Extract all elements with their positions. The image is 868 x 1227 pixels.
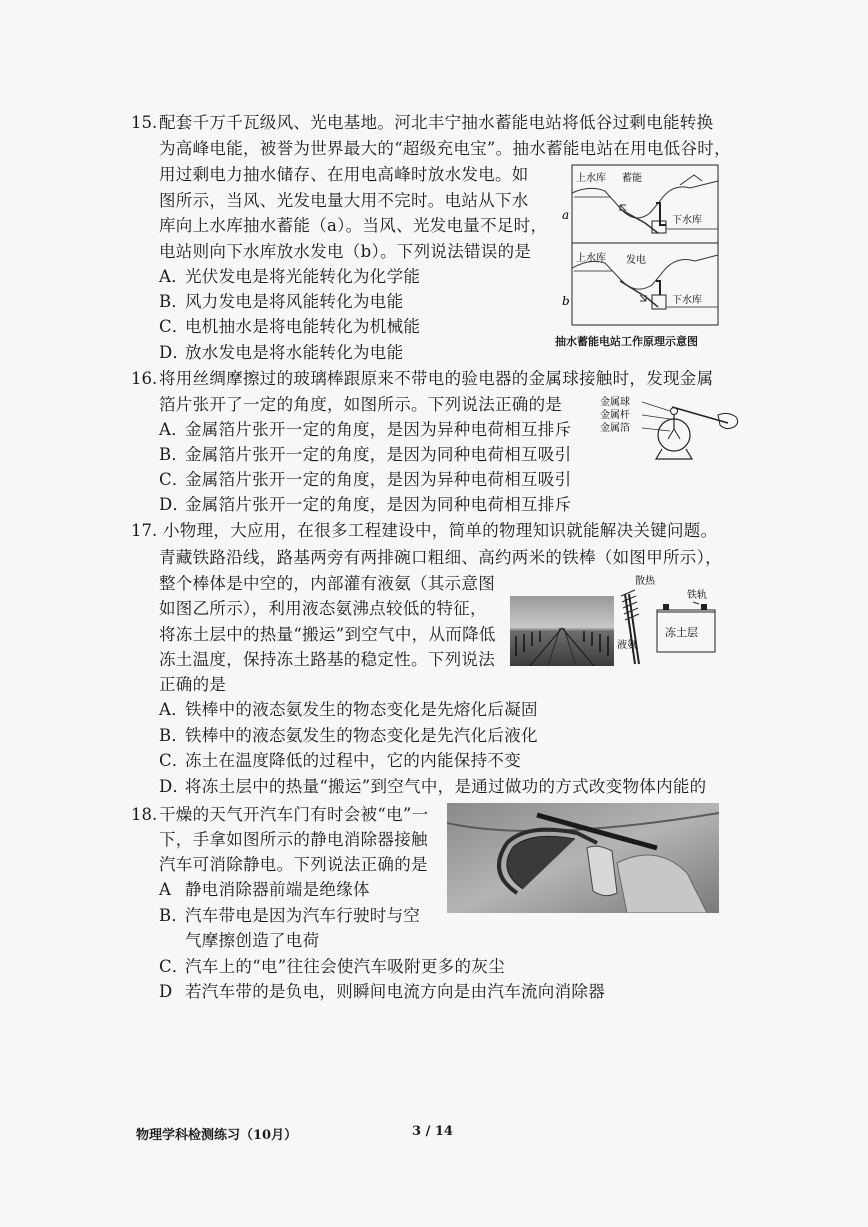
question-16-number: 16. <box>131 369 158 388</box>
q15-stem-line-6: 电站则向下水库放水发电（b）。下列说法错误的是 <box>159 242 532 261</box>
option-text: 汽车上的“电”往往会使汽车吸附更多的灰尘 <box>185 957 505 976</box>
q18-stem-line-2: 下，手拿如图所示的静电消除器接触 <box>159 830 428 849</box>
panel-b-label: b <box>562 294 570 308</box>
option-letter: D． <box>159 495 190 514</box>
panel-a-label: a <box>562 208 570 222</box>
q17-stem-line-3: 整个棒体是中空的，内部灌有液氨（其示意图 <box>159 574 495 593</box>
option-text: 冻土在温度降低的过程中，它的内能保持不变 <box>185 751 521 770</box>
q15-option-d <box>159 341 403 365</box>
footer-page-number: 3 / 14 <box>412 1124 453 1139</box>
option-text: 金属箔片张开一定的角度，是因为同种电荷相互排斥 <box>185 495 572 514</box>
q17-stem-line-5: 将冻土层中的热量“搬运”到空气中，从而降低 <box>159 625 496 644</box>
q18-option-a <box>159 878 370 902</box>
q18-option-b-continued <box>159 929 319 953</box>
option-letter: B． <box>159 445 189 464</box>
option-letter: C． <box>159 957 189 976</box>
option-letter: C． <box>159 317 189 336</box>
q15-option-b <box>159 290 403 314</box>
storage-label: 蓄能 <box>622 173 642 184</box>
option-text: 汽车带电是因为汽车行驶时与空 <box>185 906 421 925</box>
option-text: 若汽车带的是负电，则瞬间电流方向是由汽车流向消除器 <box>185 982 605 1001</box>
option-text: 电机抽水是将电能转化为机械能 <box>185 317 421 336</box>
q17-option-d <box>159 775 706 799</box>
q17-stem-line-6: 冻土温度，保持冻土路基的稳定性。下列说法 <box>159 650 495 669</box>
metal-ball-label: 金属球 <box>600 397 630 408</box>
question-18-number: 18. <box>131 805 158 824</box>
option-text: 静电消除器前端是绝缘体 <box>185 880 370 899</box>
q17-stem-line-1: 小物理，大应用，在很多工程建设中，简单的物理知识就能解决关键问题。 <box>163 521 718 540</box>
q17-stem-line-4: 如图乙所示），利用液态氨沸点较低的特征， <box>159 599 487 618</box>
option-letter: D． <box>159 343 190 362</box>
option-letter: B． <box>159 292 189 311</box>
q15-stem-line-2: 为高峰电能，被誉为世界最大的“超级充电宝”。抽水蓄能电站在用电低谷时， <box>159 139 731 158</box>
option-letter: D． <box>159 777 190 796</box>
q16-option-b <box>159 443 571 467</box>
q16-option-d <box>159 493 571 517</box>
q16-stem-line-2: 箔片张开了一定的角度，如图所示。下列说法正确的是 <box>159 395 563 414</box>
liquid-ammonia-label: 液氨 <box>617 640 637 651</box>
q15-stem-line-1: 配套千万千瓦级风、光电基地。河北丰宁抽水蓄能电站将低谷过剩电能转换 <box>159 113 714 132</box>
option-letter: C． <box>159 751 189 770</box>
upper-reservoir-label-a: 上水库 <box>576 173 606 184</box>
railway-photo <box>510 596 614 666</box>
metal-rod-label: 金属杆 <box>600 410 630 421</box>
q15-stem-line-4: 图所示，当风、光发电量大用不完时。电站从下水 <box>159 191 529 210</box>
heat-dissipation-label: 散热 <box>635 576 655 587</box>
option-letter: D <box>159 982 173 1001</box>
q17-option-c <box>159 749 521 773</box>
option-letter: A <box>159 880 172 899</box>
q15-stem-line-5: 库向上水库抽水蓄能（a）。当风、光发电量不足时， <box>159 216 548 235</box>
frozen-soil-label: 冻土层 <box>665 626 698 639</box>
option-text: 铁棒中的液态氨发生的物态变化是先熔化后凝固 <box>185 700 538 719</box>
q18-stem-line-3: 汽车可消除静电。下列说法正确的是 <box>159 855 428 874</box>
q15-option-c <box>159 315 420 339</box>
q18-stem-line-1: 干燥的天气开汽车门有时会被“电”一 <box>159 805 429 824</box>
option-letter: A． <box>159 420 189 439</box>
option-text: 气摩擦创造了电荷 <box>185 931 320 950</box>
option-text: 光伏发电是将光能转化为化学能 <box>185 267 421 286</box>
footer-exam-title: 物理学科检测练习（10月） <box>136 1128 298 1143</box>
q17-stem-line-2: 青藏铁路沿线，路基两旁有两排碗口粗细、高约两米的铁棒（如图甲所示）， <box>159 548 722 567</box>
generation-label: 发电 <box>626 255 646 266</box>
q18-option-c <box>159 955 505 979</box>
metal-foil-label: 金属箔 <box>600 423 630 434</box>
q17-stem-line-7: 正确的是 <box>159 675 227 694</box>
heat-pipe-diagram <box>617 574 717 666</box>
electroscope-diagram <box>600 393 745 463</box>
upper-reservoir-label-b: 上水库 <box>576 253 606 264</box>
option-text: 风力发电是将风能转化为电能 <box>185 292 404 311</box>
question-17-number: 17. <box>131 521 158 540</box>
option-text: 铁棒中的液态氨发生的物态变化是先汽化后液化 <box>185 726 538 745</box>
lower-reservoir-label-a: 下水库 <box>672 215 702 226</box>
q15-option-a <box>159 265 420 289</box>
option-letter: C． <box>159 470 189 489</box>
option-text: 金属箔片张开一定的角度，是因为同种电荷相互吸引 <box>185 445 572 464</box>
q16-stem-line-1: 将用丝绸摩擦过的玻璃棒跟原来不带电的验电器的金属球接触时，发现金属 <box>159 369 714 388</box>
option-letter: B． <box>159 726 189 745</box>
option-letter: A． <box>159 700 189 719</box>
q17-option-a <box>159 698 538 722</box>
q16-option-c <box>159 468 571 492</box>
lower-reservoir-label-b: 下水库 <box>672 295 702 306</box>
q16-option-a <box>159 418 571 442</box>
q18-option-d <box>159 980 605 1004</box>
rail-label: 铁轨 <box>687 590 707 601</box>
pumped-storage-diagram <box>560 163 722 333</box>
q17-option-b <box>159 724 538 748</box>
option-text: 金属箔片张开一定的角度，是因为异种电荷相互排斥 <box>185 420 572 439</box>
option-letter: B． <box>159 906 189 925</box>
static-eliminator-photo <box>447 803 719 913</box>
option-text: 将冻土层中的热量“搬运”到空气中，是通过做功的方式改变物体内能的 <box>185 777 707 796</box>
option-text: 金属箔片张开一定的角度，是因为异种电荷相互吸引 <box>185 470 572 489</box>
q15-stem-line-3: 用过剩电力抽水储存、在用电高峰时放水发电。如 <box>159 165 529 184</box>
option-letter: A． <box>159 267 189 286</box>
option-text: 放水发电是将水能转化为电能 <box>185 343 404 362</box>
q18-option-b <box>159 904 420 928</box>
question-15-number: 15. <box>131 113 158 132</box>
pumped-storage-caption: 抽水蓄能电站工作原理示意图 <box>555 335 698 348</box>
